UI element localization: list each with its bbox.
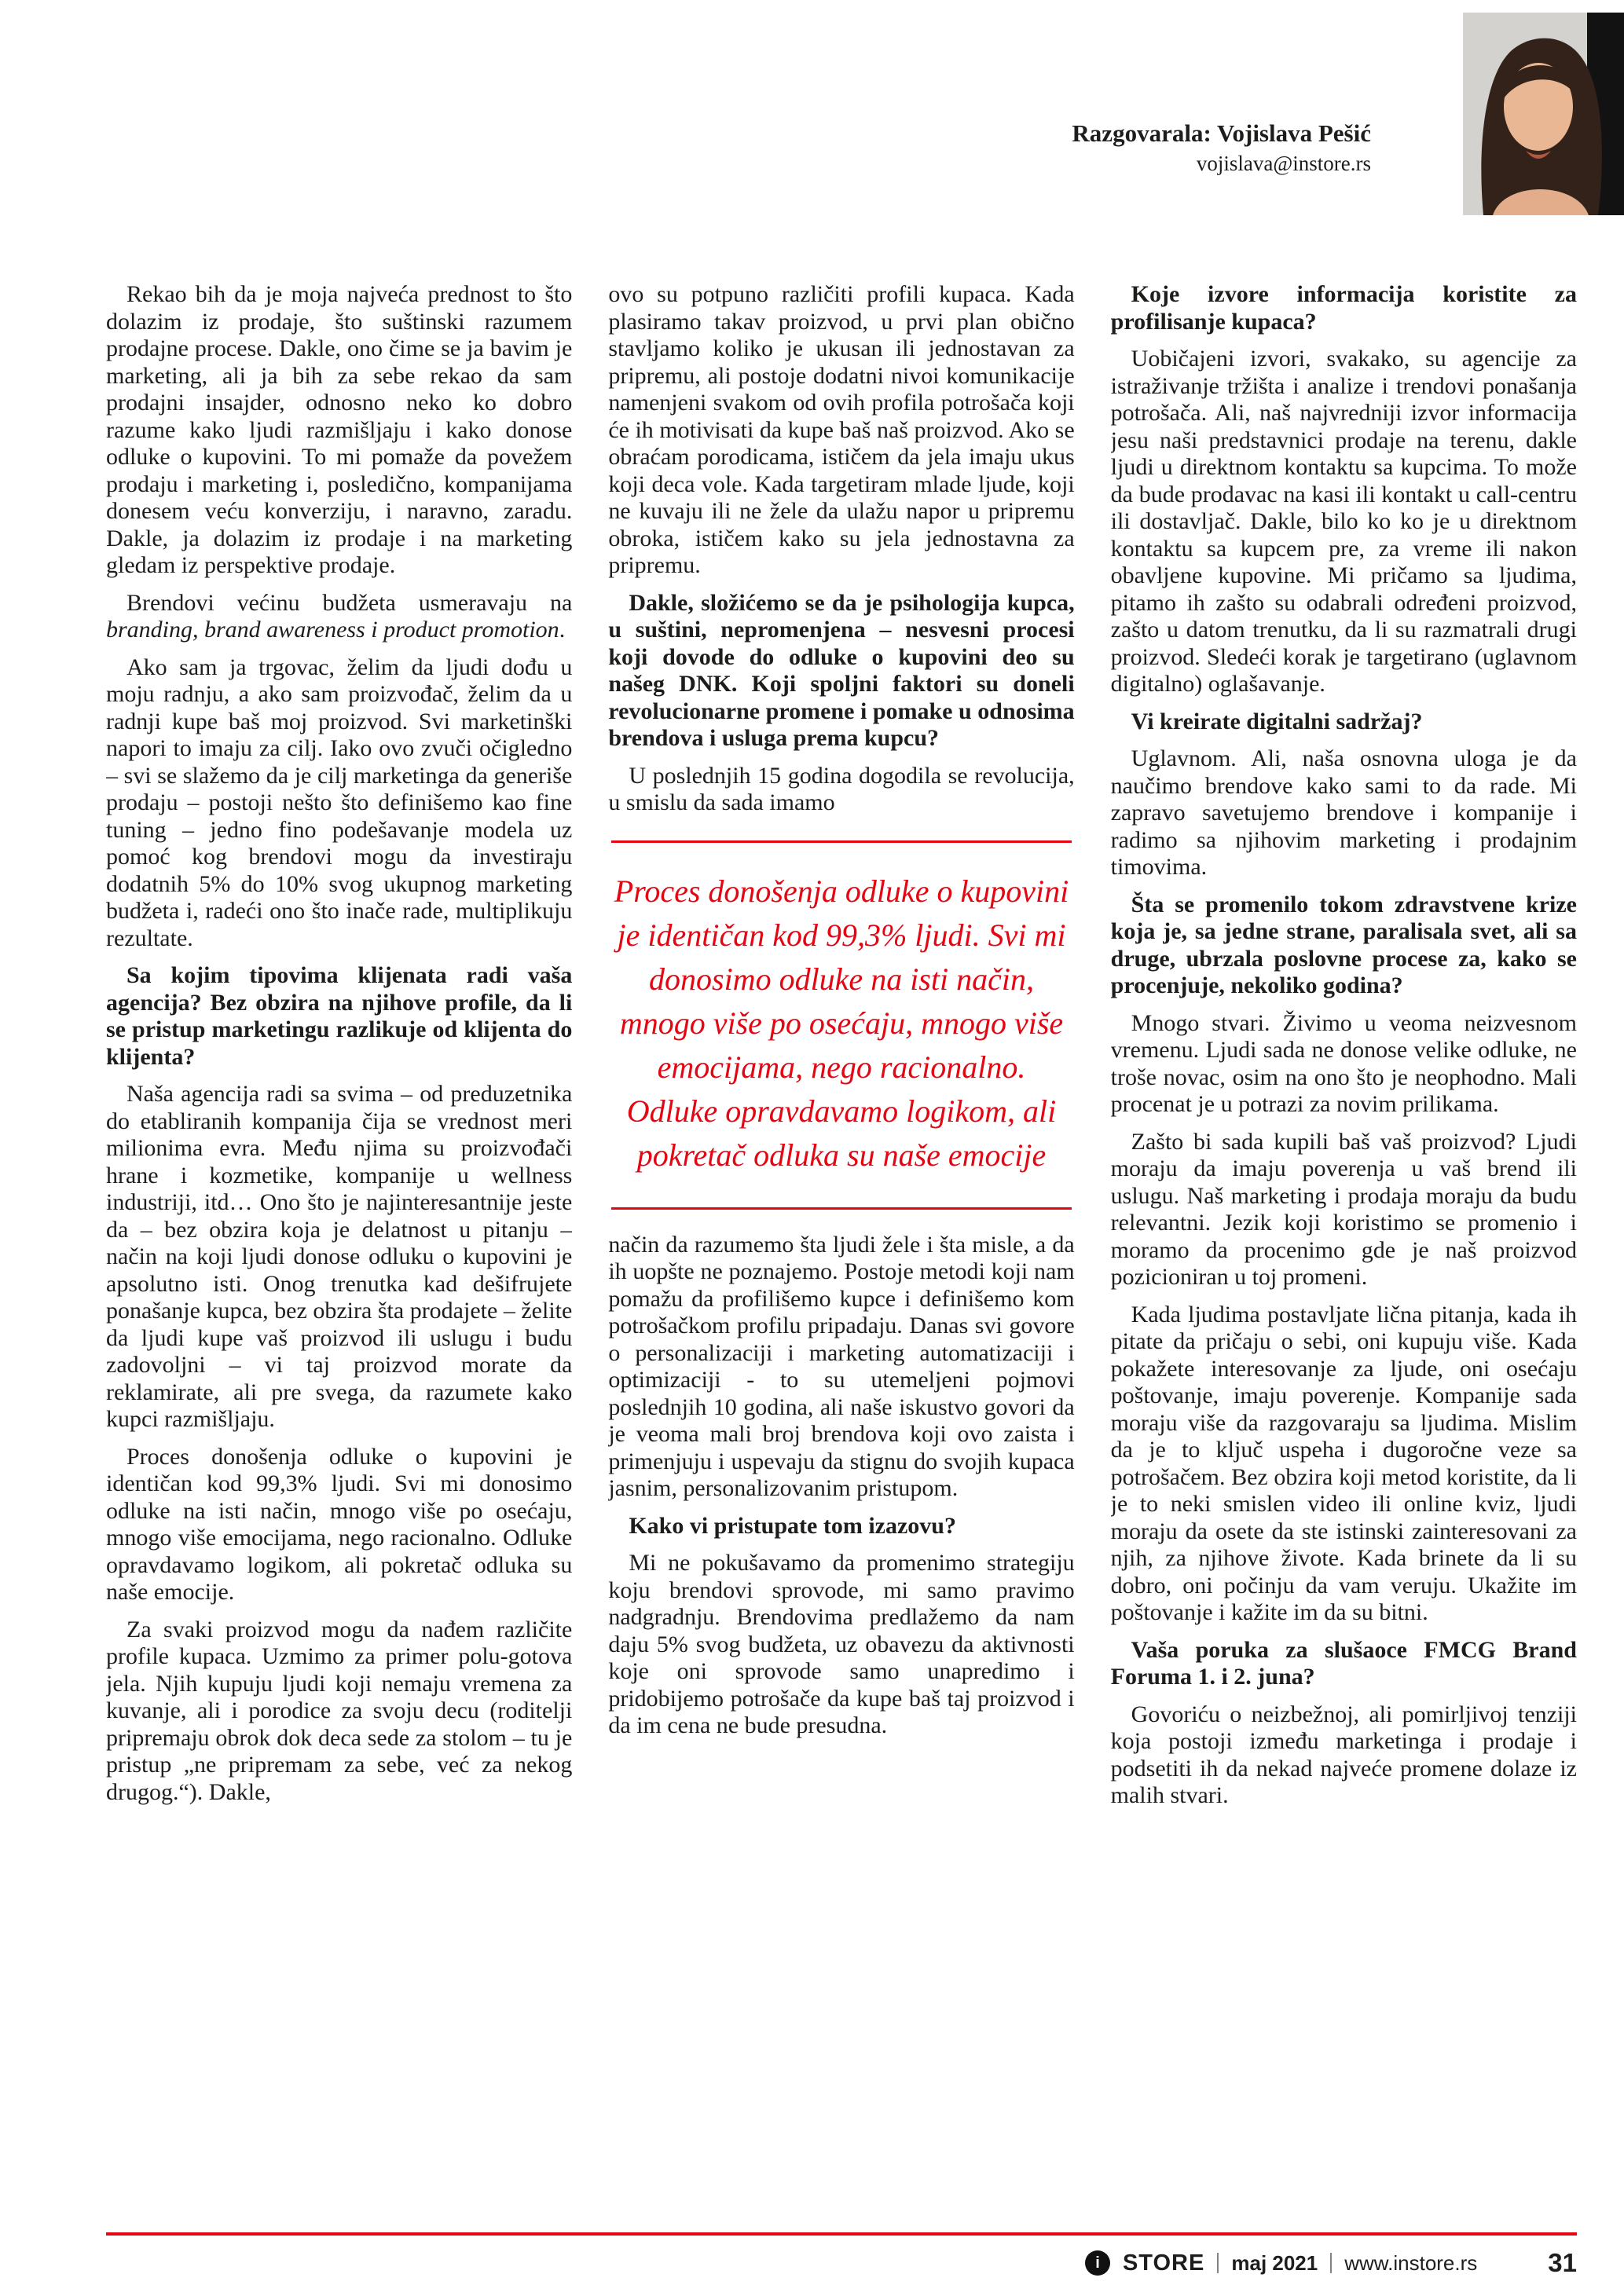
page-footer — [106, 2248, 1577, 2278]
issue-date: maj 2021 — [1231, 2250, 1318, 2275]
article-columns — [106, 281, 1577, 2214]
article-paragraph — [608, 763, 1074, 817]
paragraph-text: Naša agencija radi sa svima – od preduzetnika do etabliranih kompanija čija se vrednost meri milionima evra. Među njima su proizvođači hrane i kozmetike, kompanije u wellness industriji, itd… Ono što je najinteresantnije jeste da – bez obzira koja je delatnost u pitanju – način na koji ljudi donose odluku o kupovini je apsolutno isti. Onog trenutka kad dešifrujete ponašanje kupca, bez obzira šta prodajete – želite da ljudi kupe vaš proizvod ili uslugu i budu zadovoljni – vi taj proizvod morate da reklamirate, ali pre svega, da razumete kako kupci razmišljaju. — [106, 1081, 573, 1432]
interview-question — [1111, 892, 1577, 1000]
article-paragraph — [106, 1617, 572, 1807]
interview-question — [1111, 709, 1577, 736]
magazine-website: www.instore.rs — [1344, 2250, 1478, 2275]
footer-rule — [106, 2232, 1577, 2236]
portrait-illustration — [1463, 13, 1624, 215]
article-paragraph — [1111, 745, 1577, 881]
paragraph-text: Kada ljudima postavljate lična pitanja, kada ih pitate da pričaju o sebi, oni kupuju više. Kada pokažete interesovanje za ljude, oni osećaju poštovanje, imaju poverenje. Kompanije sada moraju više da razgovaraju sa ljudima. Mislim da je to ključ uspeha i dugoročne veze sa potrošačem. Bez obzira koji metod koristite, da li je to neki smislen video ili online kviz, ljudi moraju da osete da ste istinski zainteresovani za njih, za njihove živote. Kada brinete da li su dobro, oni počinju da vam veruju. Ukažite im poštovanje i kažite im da su bitni. — [1110, 1301, 1577, 1625]
article-paragraph — [1111, 1010, 1577, 1119]
paragraph-text: U poslednjih 15 godina dogodila se revolucija, u smislu da sada imamo — [608, 762, 1075, 815]
logo-letter: i — [1095, 2254, 1100, 2272]
paragraph-text: način da razumemo šta ljudi žele i šta misle, a da ih uopšte ne poznajemo. Postoje metodi koji nam pomažu da profilišemo kupce i definišemo kom potrošačkom profilu pripadaju. Danas svi govore o personalizaciji i marketing automatizaciji i optimizaciji - to su utemeljeni pojmovi poslednjih 10 godina, ali naše iskustvo govori da je veoma mali broj brendova koji ovo zaista i primenjuju i uspevaju da stignu do svojih kupaca jasnim, personalizovanim pristupom. — [608, 1231, 1075, 1501]
interview-question — [106, 962, 572, 1071]
paragraph-text: Proces donošenja odluke o kupovini je identičan kod 99,3% ljudi. Svi mi donosimo odluke na isti način, mnogo više po osećaju, mnogo više emocijama, nego racionalno. Odluke opravdavamo logikom, ali pokretač odluka su naše emocije. — [106, 1443, 573, 1605]
interview-question — [608, 590, 1074, 753]
paragraph-text: Uobičajeni izvori, svakako, su agencije za istraživanje tržišta i analize i trendovi ponašanja potrošača. Ali, naš najvredniji izvor informacija jesu naši predstavnici prodaje na terenu, dakle ljudi u direktnom kontaktu sa kupcima. To može da bude prodavac na kasi ili kontakt u call-centru ili dostavljač. Dakle, bilo ko ko je u direktnom kontaktu sa kupcem pre, za vreme ili nakon obavljene kupovine. Mi pričamo sa ljudima, pitamo ih zašto su odabrali određeni proizvod, zašto u datom trenutku, da li su razmatrali drugi proizvod. Sledeći korak je targetirano (uglavnom digitalno) oglašavanje. — [1110, 346, 1577, 697]
paragraph-text: Vi kreirate digitalni sadržaj? — [1131, 708, 1423, 734]
paragraph-text: Vaša poruka za slušaoce FMCG Brand Foruma 1. i 2. juna? — [1110, 1636, 1577, 1690]
page-number: 31 — [1548, 2248, 1577, 2277]
article-paragraph — [1111, 346, 1577, 698]
paragraph-text: . — [559, 617, 566, 643]
paragraph-text: Rekao bih da je moja najveća prednost to što dolazim iz prodaje, što suštinski razumem prodajne procese. Dakle, ono čime se ja bavim je marketing, ali ja bih za sebe rekao da sam prodajni insajder, odnosno neko ko dobro razume kako ljudi razmišljaju i kako donose odluke o kupovini. To mi pomaže da povežem prodaju i marketing i, posledično, kompanijama donesem veću konverziju, i naravno, zaradu. Dakle, ja dolazim iz prodaje i na marketing gledam iz perspektive prodaje. — [106, 281, 573, 578]
article-paragraph — [608, 1550, 1074, 1740]
byline-block — [1072, 118, 1371, 178]
article-paragraph — [1111, 1701, 1577, 1810]
interviewer-photo — [1463, 13, 1624, 215]
paragraph-text: Brendovi većinu budžeta usmeravaju na — [126, 589, 573, 616]
paragraph-text: Kako vi pristupate tom izazovu? — [629, 1512, 956, 1539]
paragraph-text: Govoriću o neizbežnoj, ali pomirljivoj tenziji koja postoji između marketinga i prodaje i podsetiti ih da nekad najveće promene dolaze iz malih stvari. — [1110, 1701, 1577, 1808]
magazine-brand: STORE — [1122, 2250, 1205, 2276]
paragraph-text: Šta se promenilo tokom zdravstvene krize koja je, sa jedne strane, paralisala svet, ali sa druge, ubrzala poslovne procese za, kako se procenjuje, nekoliko godina? — [1110, 891, 1577, 998]
column-2-bottom — [608, 1232, 1074, 1740]
paragraph-text: Mnogo stvari. Živimo u veoma neizvesnom vremenu. Ljudi sada ne donose velike odluke, ne troše novac, osim na ono što je neophodno. Mali procenat je u potrazi za novim prilikama. — [1110, 1009, 1577, 1117]
paragraph-text: Uglavnom. Ali, naša osnovna uloga je da naučimo brendove kako sami to da rade. Mi zapravo savetujemo brendove i kompanije i radimo sa njihovim marketing i prodajnim timovima. — [1110, 745, 1577, 880]
article-paragraph — [106, 590, 572, 644]
interviewer-email: vojislava@instore.rs — [1196, 152, 1371, 175]
column-2-top — [608, 281, 1074, 817]
article-paragraph — [608, 281, 1074, 580]
column-1 — [106, 281, 572, 2214]
article-paragraph — [106, 281, 572, 580]
article-paragraph — [1111, 1302, 1577, 1627]
interview-question — [608, 1513, 1074, 1540]
footer-divider — [1217, 2253, 1219, 2273]
column-3 — [1111, 281, 1577, 2214]
article-paragraph — [106, 1081, 572, 1434]
paragraph-text: ovo su potpuno različiti profili kupaca. Kada plasiramo takav proizvod, u prvi plan obično stavljamo koliko je ukusan ili jednostavan za pripremu, ali postoje dodatni nivoi komunikacije namenjeni svakom od ovih profila potrošača koji će ih motivisati da kupe baš naš proizvod. Ako se obraćam porodicama, ističem da jela imaju ukus koji deca vole. Kada targetiram mlade ljude, koji ne kuvaju ili ne žele da ulažu napor u pripremu obroka, ističem kako su jela jednostavna za pripremu. — [608, 281, 1075, 578]
paragraph-text: Mi ne pokušavamo da promenimo strategiju koju brendovi sprovode, mi samo pravimo nadgradnju. Brendovima predlažemo da nam daju 5% svog budžeta, uz obavezu da aktivnosti koje oni sprovode samo unapredimo i pridobijemo potrošače da kupe baš taj proizvod i da im cena ne bude presudna. — [608, 1550, 1075, 1738]
article-paragraph — [1111, 1129, 1577, 1291]
interview-question — [1111, 281, 1577, 335]
paragraph-text: Ako sam ja trgovac, želim da ljudi dođu u moju radnju, a ako sam proizvođač, želim da u radnji kupe baš moj proizvod. Svi marketinški napori to imaju za cilj. Iako ovo zvuči očigledno – svi se slažemo da je cilj marketinga da generiše prodaju – postoji nešto što definišemo kao fine tuning – jedno fino podešavanje modela uz pomoć kog brendovi mogu da investiraju dodatnih 5% do 10% svog ukupnog marketing budžeta i, radeći ono što inače rade, multiplikuju rezultate. — [106, 654, 573, 951]
paragraph-text: Sa kojim tipovima klijenata radi vaša agencija? Bez obzira na njihove profile, da li se pristup marketingu razlikuje od klijenta do klijenta? — [106, 962, 573, 1070]
column-2 — [608, 281, 1074, 2214]
pull-quote-text: Proces donošenja odluke o kupovini je identičan kod 99,3% ljudi. Svi mi donosimo odluke na isti način, mnogo više po osećaju, mnogo više emocijama, nego racionalno. Odluke opravdavamo logikom, ali pokretač odluka su naše emocije — [614, 873, 1069, 1173]
interviewer-byline: Razgovarala: Vojislava Pešić — [1072, 119, 1371, 147]
emphasized-text: branding, brand awareness i product promotion — [106, 617, 559, 643]
paragraph-text: Koje izvore informacija koristite za profilisanje kupaca? — [1110, 281, 1577, 335]
article-paragraph — [106, 654, 572, 953]
article-paragraph — [106, 1444, 572, 1606]
interview-question — [1111, 1637, 1577, 1691]
article-paragraph — [608, 1232, 1074, 1503]
paragraph-text: Dakle, složićemo se da je psihologija kupca, u suštini, nepromenjena – nesvesni procesi koji dovode do odluke o kupovini deo su našeg DNK. Koji spoljni faktori su doneli revolucionarne promene i pomake u odnosima brendova i usluga prema kupcu? — [608, 589, 1075, 751]
pull-quote — [611, 840, 1071, 1210]
paragraph-text: Za svaki proizvod mogu da nađem različite profile kupaca. Uzmimo za primer polu-gotova jela. Njih kupuju ljudi koji nemaju vremena za kuvanje, ali i porodice za svoju decu (roditelji pripremaju obrok dok deca sede za stolom – tu je pristup „ne pripremam za sebe, već za nekog drugog.“). Dakle, — [106, 1616, 573, 1805]
instore-logo-icon — [1085, 2250, 1110, 2276]
paragraph-text: Zašto bi sada kupili baš vaš proizvod? Ljudi moraju da imaju poverenja u vaš brend ili uslugu. Naš marketing i prodaja moraju da budu relevantni. Jezik koji koristimo se promenio i moramo da procenimo gde je naš proizvod pozicioniran u toj promeni. — [1110, 1128, 1577, 1290]
footer-divider — [1330, 2253, 1332, 2273]
